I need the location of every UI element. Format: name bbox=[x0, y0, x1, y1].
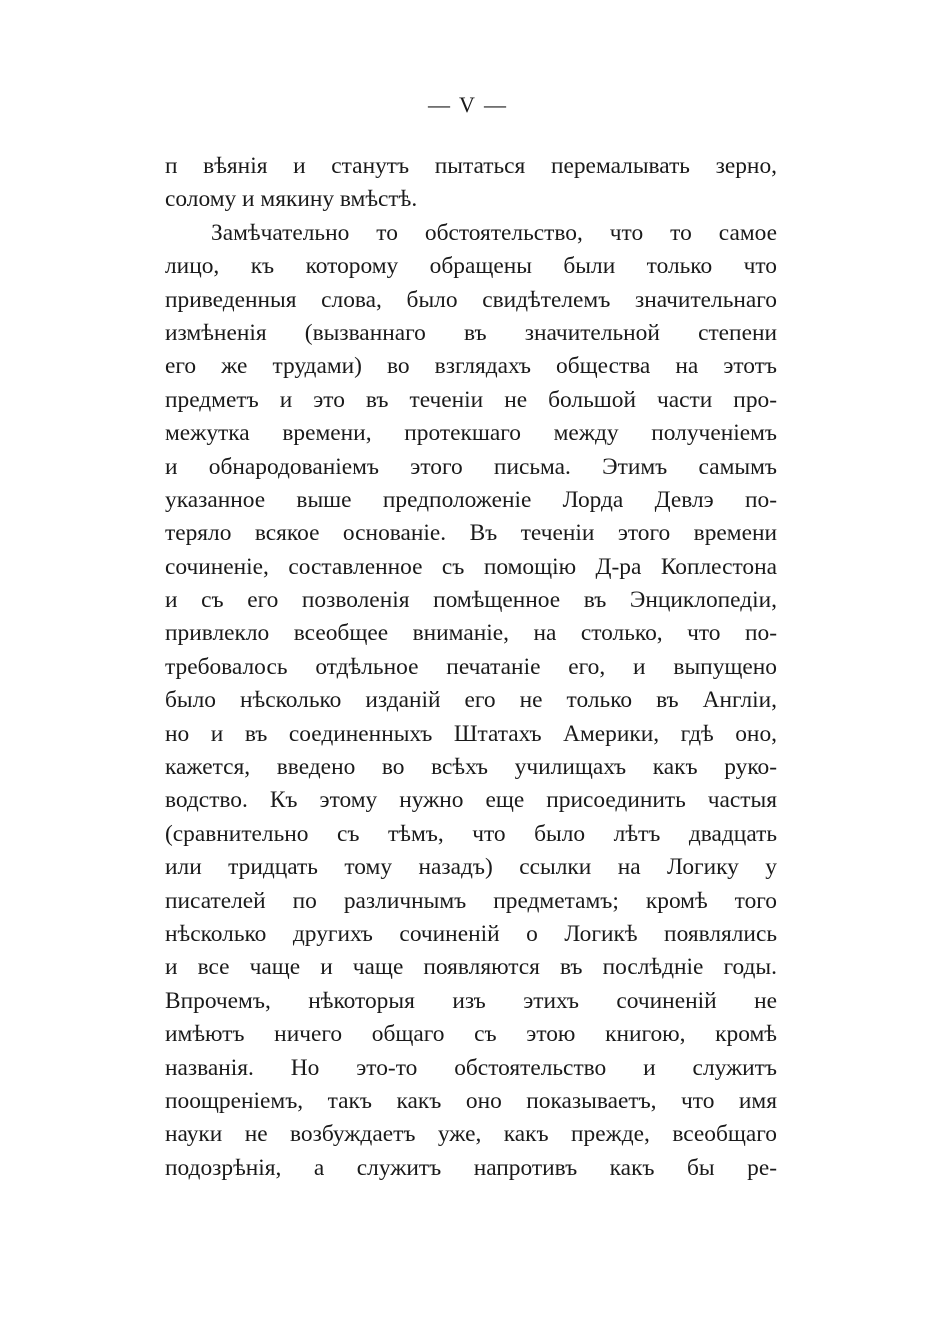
text-line: но и въ соединенныхъ Штатахъ Америки, гдѣ оно, bbox=[165, 720, 777, 747]
text-line: кажется, введено во всѣхъ училищахъ какъ руко- bbox=[165, 754, 777, 781]
text-line: (сравнительно съ тѣмъ, что было лѣтъ двадцать bbox=[165, 820, 777, 847]
text-line: водство. Къ этому нужно еще присоединить частыя bbox=[165, 787, 777, 814]
text-line: сочиненіе, составленное съ помощію Д-ра Коплестона bbox=[165, 553, 777, 580]
text-line: науки не возбуждаетъ уже, какъ прежде, всеобщаго bbox=[165, 1121, 777, 1148]
text-line: было нѣсколько изданій его не только въ Англіи, bbox=[165, 687, 777, 714]
page-number: — V — bbox=[427, 92, 509, 117]
text-line: привлекло всеобщее вниманіе, на столько, что по- bbox=[165, 620, 777, 647]
text-line: или тридцать тому назадъ) ссылки на Логику у bbox=[165, 854, 777, 881]
text-line: лицо, къ которому обращены были только что bbox=[165, 253, 777, 280]
text-line: подозрѣнія, а служитъ напротивъ какъ бы ре- bbox=[165, 1154, 777, 1181]
text-line: писателей по различнымъ предметамъ; кромѣ того bbox=[165, 887, 777, 914]
body-text bbox=[165, 150, 777, 1185]
text-line: предметъ и это въ теченіи не большой части про- bbox=[165, 386, 777, 413]
text-line: требовалось отдѣльное печатаніе его, и выпущено bbox=[165, 653, 777, 680]
text-line: приведенныя слова, было свидѣтелемъ значительнаго bbox=[165, 286, 777, 313]
text-line: названія. Но это-то обстоятельство и служитъ bbox=[165, 1054, 777, 1081]
text-line: и обнародованіемъ этого письма. Этимъ самымъ bbox=[165, 453, 777, 480]
text-line: указанное выше предположеніе Лорда Девлэ по- bbox=[165, 486, 777, 513]
text-line: нѣсколько другихъ сочиненій о Логикѣ появлялись bbox=[165, 920, 777, 947]
text-line: и съ его позволенія помѣщенное въ Энциклопедіи, bbox=[165, 587, 777, 614]
text-line: солому и мякину вмѣстѣ. bbox=[165, 186, 418, 213]
text-line: поощреніемъ, такъ какъ оно показываетъ, что имя bbox=[165, 1087, 777, 1114]
text-line: теряло всякое основаніе. Въ теченіи этого времени bbox=[165, 520, 777, 547]
text-line: п вѣянія и станутъ пытаться перемалывать зерно, bbox=[165, 153, 777, 179]
text-line: межутка времени, протекшаго между полученіемъ bbox=[165, 420, 777, 447]
text-line: имѣютъ ничего общаго съ этою книгою, кромѣ bbox=[165, 1021, 777, 1048]
text-line: Замѣчательно то обстоятельство, что то самое bbox=[211, 219, 777, 246]
text-line: его же трудами) во взглядахъ общества на этотъ bbox=[165, 353, 777, 380]
text-line: и все чаще и чаще появляются въ послѣдніе годы. bbox=[165, 954, 777, 981]
text-line: Впрочемъ, нѣкоторыя изъ этихъ сочиненій не bbox=[165, 987, 777, 1014]
text-line: измѣненія (вызваннаго въ значительной степени bbox=[165, 319, 777, 346]
